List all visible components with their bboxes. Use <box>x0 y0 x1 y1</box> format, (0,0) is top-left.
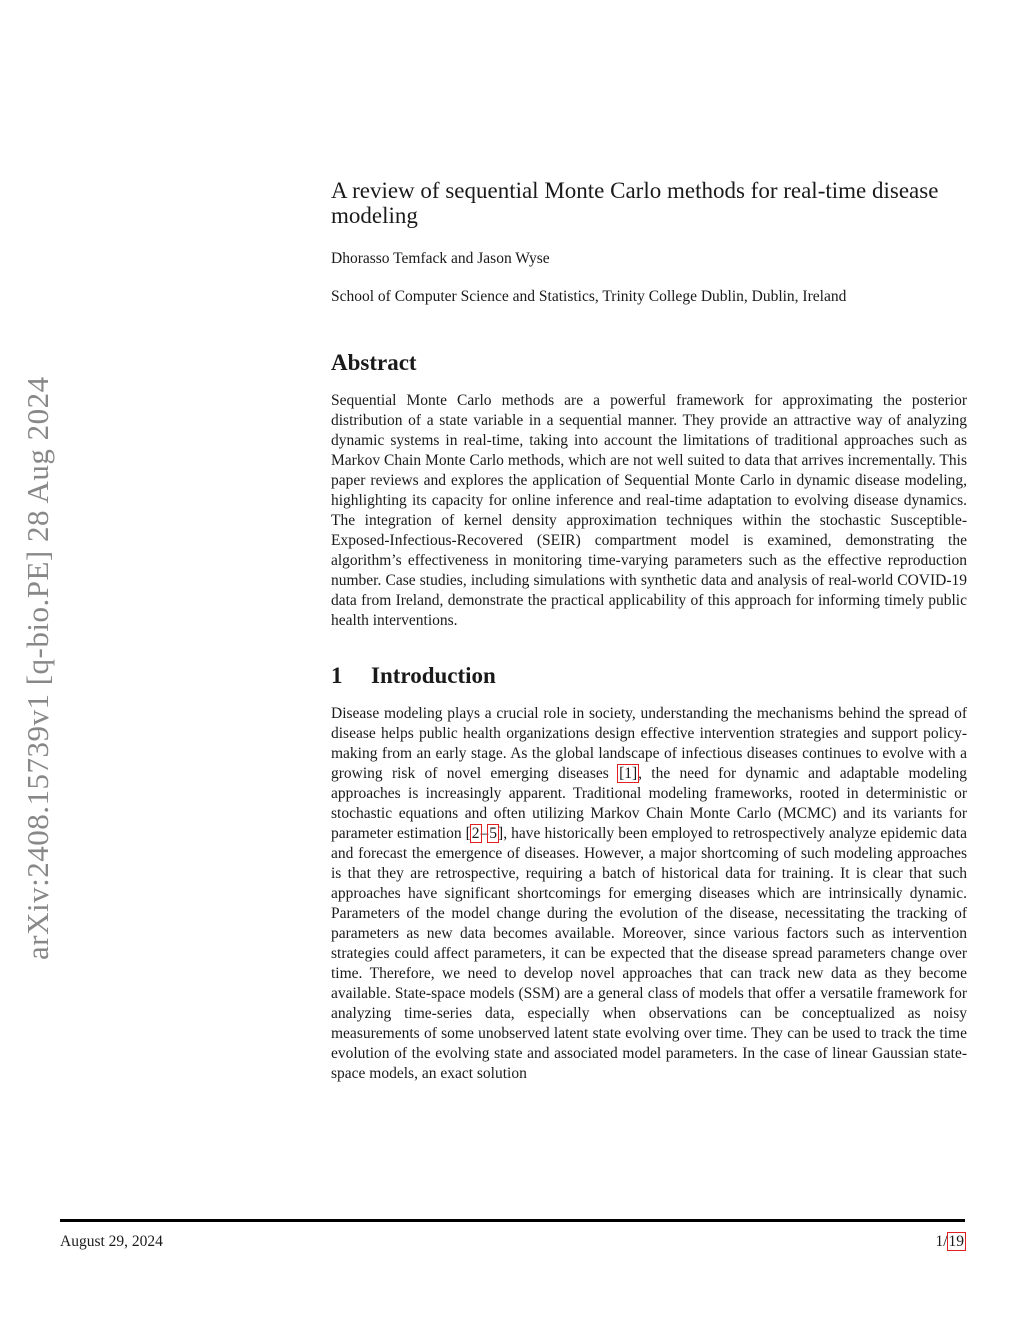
paper-affiliation: School of Computer Science and Statistics, Trinity College Dublin, Dublin, Ireland <box>331 288 847 305</box>
intro-text-part-3: , have historically been employed to retrospectively analyze epidemic data and forecast the emergence of diseases. However, a major shortcoming of such modeling approaches is that they are retrospective, requiring a batch of historical data for training. It is clear that such approaches have significant shortcomings for emerging diseases which are intrinsically dynamic. Parameters of the model change during the evolution of the disease, necessitating the tracking of parameters as new data becomes available. Moreover, since various factors such as intervention strategies could affect parameters, it can be expected that the disease spread parameters change over time. Therefore, we need to develop novel approaches that can track new data as they become available. State-space models (SSM) are a general class of models that offer a versatile framework for analyzing time-series data, especially when observations can be conceptualized as noisy measurements of some unobserved latent state evolving over time. They can be used to track the time evolution of the evolving state and associated model parameters. In the case of linear Gaussian state-space models, an exact solution <box>331 825 967 1082</box>
footer-divider <box>60 1219 965 1222</box>
page-number <box>935 1233 965 1251</box>
section-title: Introduction <box>371 663 496 688</box>
paper-authors: Dhorasso Temfack and Jason Wyse <box>331 250 550 267</box>
abstract-text: Sequential Monte Carlo methods are a powerful framework for approximating the posterior distribution of a state variable in a sequential manner. They provide an attractive way of analyzing dynamic systems in real-time, taking into account the limitations of traditional approaches such as Markov Chain Monte Carlo methods, which are not well suited to data that arrives incrementally. This paper reviews and explores the application of Sequential Monte Carlo in dynamic disease modeling, highlighting its capacity for online inference and real-time adaptation to evolving disease dynamics. The integration of kernel density approximation techniques within the stochastic Susceptible-Exposed-Infectious-Recovered (SEIR) compartment model is examined, demonstrating the algorithm’s effectiveness in monitoring time-varying parameters such as the effective reproduction number. Case studies, including simulations with synthetic data and analysis of real-world COVID-19 data from Ireland, demonstrate the practical applicability of this approach for informing timely public health interventions. <box>331 392 967 629</box>
introduction-section <box>331 663 967 1084</box>
total-pages-link[interactable]: 19 <box>948 1233 964 1250</box>
current-page: 1 <box>935 1233 944 1250</box>
paper-title: A review of sequential Monte Carlo methods for real-time disease modeling <box>331 178 939 228</box>
citation-link-2[interactable]: 2 <box>471 825 480 842</box>
citation-link-1[interactable]: [1] <box>619 765 638 782</box>
introduction-heading <box>331 663 967 689</box>
intro-text-part-2: , the need for dynamic and adaptable modeling approaches is increasingly apparent. Traditional modeling frameworks, rooted in deterministic or stochastic equations and often utilizing Markov Chain Monte Carlo (MCMC) and its variants for parameter estimation <box>331 765 968 842</box>
page-separator: / <box>943 1233 948 1250</box>
abstract-heading: Abstract <box>331 350 417 375</box>
footer-date: August 29, 2024 <box>60 1233 163 1250</box>
citation-bracket-open: [ <box>465 825 471 842</box>
paper-content <box>331 178 967 1084</box>
citation-range-dash: – <box>480 825 489 842</box>
arxiv-identifier-stamp: arXiv:2408.15739v1 [q-bio.PE] 28 Aug 2024 <box>20 376 55 960</box>
section-number: 1 <box>331 663 343 688</box>
intro-text-part-1: Disease modeling plays a crucial role in society, understanding the mechanisms behind the spread of disease helps public health organizations design effective intervention strategies and support policy-making from an early stage. As the global landscape of infectious diseases continues to evolve with a growing risk of novel emerging diseases <box>331 705 967 782</box>
introduction-text <box>331 704 967 1084</box>
citation-bracket-close: ] <box>498 825 504 842</box>
abstract-section <box>331 350 967 631</box>
citation-link-5[interactable]: 5 <box>489 825 498 842</box>
